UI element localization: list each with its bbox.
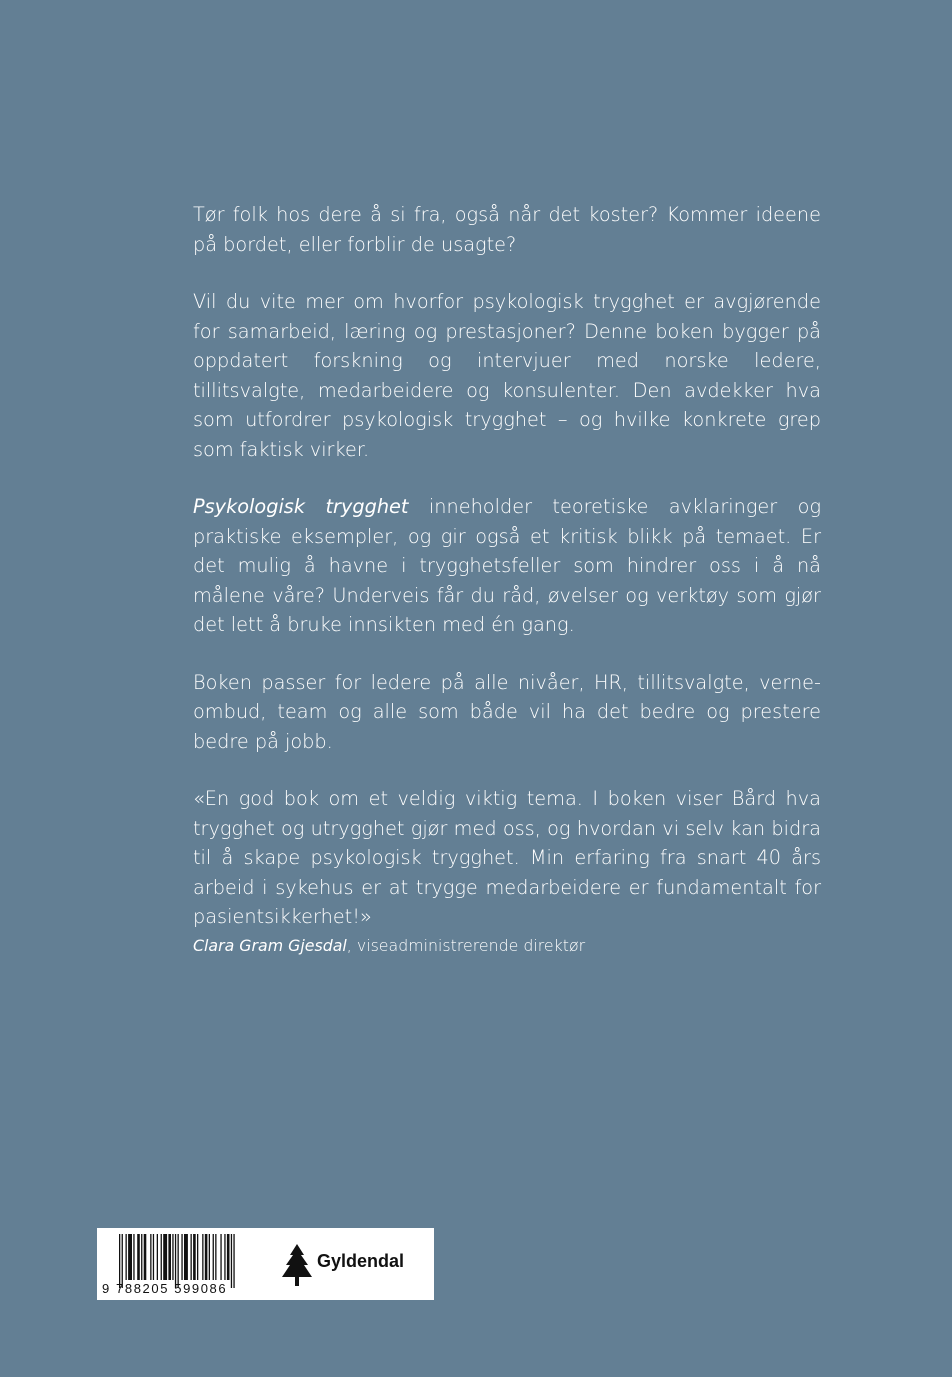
barcode-bar	[122, 1234, 123, 1288]
barcode-bar	[126, 1234, 127, 1280]
quote-author: Clara Gram Gjesdal	[193, 935, 347, 955]
barcode-bar	[119, 1234, 120, 1288]
barcode-bar	[197, 1234, 198, 1280]
barcode-bar	[181, 1234, 182, 1280]
barcode-bar	[161, 1234, 162, 1280]
barcode-bar	[137, 1234, 140, 1280]
barcode-bar	[172, 1234, 173, 1280]
description-paragraph: Vil du vite mer om hvorfor psykologisk trygghet er avgjørende for samarbeid, læring og prestasjoner? Denne boken bygger på oppdatert forskning og intervjuer med norske ledere, tillitsvalgte, medarbeidere og konsulenter. Den avdekker hva som utfordrer psykologisk trygghet – og hvilke konkrete grep som faktisk virker.	[193, 290, 821, 461]
barcode-bar	[141, 1234, 142, 1280]
barcode-bar	[133, 1234, 134, 1280]
barcode-bar	[220, 1234, 221, 1280]
barcode-bar	[213, 1234, 214, 1280]
barcode-bar	[233, 1234, 234, 1288]
barcode-bar	[205, 1234, 208, 1280]
book-title-inline: Psykologisk trygghet	[193, 495, 409, 518]
barcode-bar	[163, 1234, 167, 1280]
barcode-bar	[215, 1234, 216, 1280]
barcode-bar	[144, 1234, 147, 1280]
intro-paragraph: Tør folk hos dere å si fra, også når det koster? Kommer ideene på bordet, eller forblir de usagte?	[193, 203, 821, 256]
audience-paragraph: Boken passer for ledere på alle nivåer, HR, tillitsvalgte, verne-ombud, team og alle som både vil ha det bedre og prestere bedre på jobb.	[193, 670, 821, 753]
barcode-bar	[128, 1234, 132, 1280]
barcode-bar	[202, 1234, 203, 1280]
barcode-bar	[193, 1234, 196, 1280]
barcode-bar	[153, 1234, 154, 1280]
content-paragraph	[193, 492, 821, 640]
back-cover-text	[193, 200, 821, 958]
publisher-logo-text: Gyldendal	[317, 1251, 405, 1271]
barcode-bar	[227, 1234, 230, 1280]
barcode-bar	[178, 1234, 179, 1288]
barcode-bar	[175, 1234, 176, 1288]
content-paragraph-text: inneholder teoretiske avklaringer og praktiske eksempler, og gir også et kritisk blikk på temaet. Er det mulig å havne i trygghetsfeller som hindrer oss i å nå målene våre? Underveis får du råd, øvelser og verktøy som gjør det lett å bruke innsikten med én gang.	[193, 495, 822, 636]
barcode-bar	[184, 1234, 188, 1280]
tree-icon	[280, 1243, 314, 1287]
barcode-bar	[168, 1234, 171, 1280]
barcode-bar	[150, 1234, 151, 1280]
quote-attribution	[193, 934, 821, 958]
quote-author-role: , viseadministrerende direktør	[346, 935, 586, 955]
blurb-quote: «En god bok om et veldig viktig tema. I boken viser Bård hva trygghet og utrygghet gjør med oss, og hvordan vi selv kan bidra til å skape psykologisk trygghet. Min erfaring fra snart 40 års arbeid i sykehus er at trygge medarbeidere er fundamentalt for pasientsikkerhet!»	[193, 787, 821, 928]
barcode-bar	[191, 1234, 192, 1280]
isbn-number: 9 788205 599086	[102, 1281, 228, 1296]
barcode-bar	[209, 1234, 210, 1280]
barcode-bar	[224, 1234, 225, 1280]
barcode-bar	[231, 1234, 232, 1288]
barcode-bar	[157, 1234, 158, 1280]
